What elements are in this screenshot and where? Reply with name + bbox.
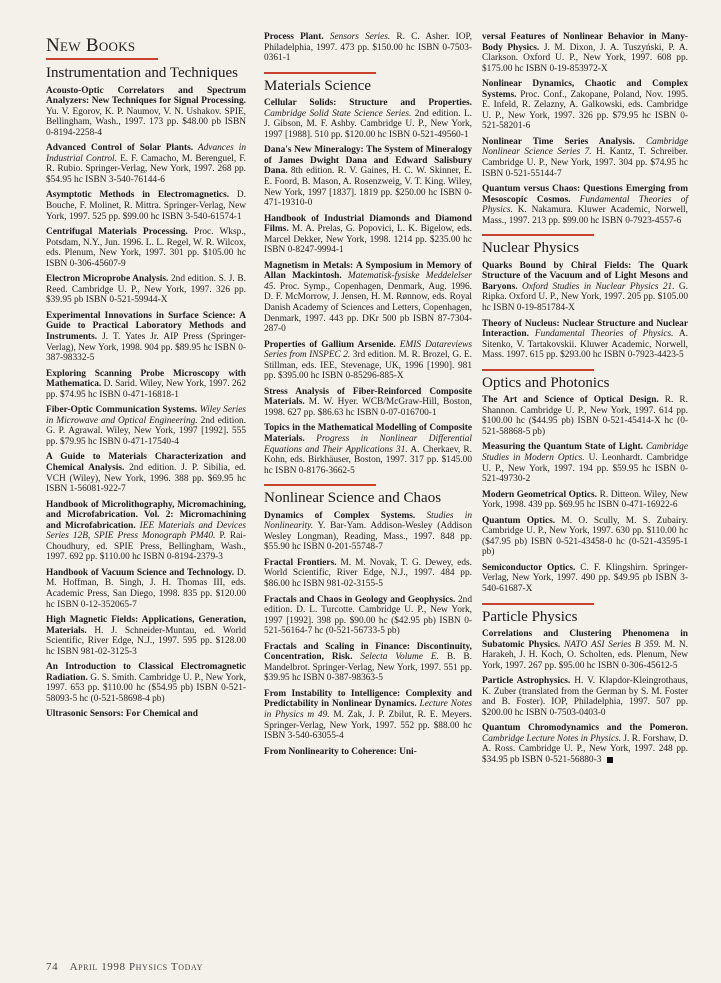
section-list: [264, 72, 472, 758]
book-title: Fiber-Optic Communication Systems.: [46, 405, 198, 416]
series-name: Cambridge Studies in Modern Optics.: [482, 442, 688, 463]
book-details: D. Sarid. Wiley, New York, 1997. 262 pp. $74.95 hc ISBN 0-471-16818-1: [46, 379, 246, 400]
book-title: Asymptotic Methods in Electromagnetics.: [46, 190, 230, 201]
book-details: R. R. Shannon. Cambridge U. P., New York, 1997. 614 pp. $100.00 hc ($44.95 pb) ISBN 0-521-45414-X hc (0-521-58868-5 pb): [482, 395, 688, 437]
page-heading: New Books: [46, 35, 136, 56]
series-name: Matematisk-fysiske Meddelelser 45.: [264, 271, 472, 292]
book-entry: [46, 274, 246, 306]
series-name: Selecta Volume E.: [352, 652, 439, 663]
book-details: A. Sitenko, V. Tartakovskii. Kluwer Academic, Norwell, Mass. 1997. 615 pp. $293.00 hc ISBN 0-7923-4423-5: [482, 329, 688, 361]
book-title: Acousto-Optic Correlators and Spectrum Analyzers: New Techniques for Signal Processing.: [46, 85, 246, 107]
book-entry: [264, 423, 472, 476]
book-details: R. C. Asher. IOP, Philadelphia, 1997. 473 pp. $150.00 hc ISBN 0-7503-0361-1: [264, 32, 472, 64]
book-entry: [264, 32, 472, 64]
book-entry: [482, 723, 688, 765]
entry-list: [264, 32, 472, 64]
series-name: Cambridge Nonlinear Science Series 7.: [482, 136, 688, 158]
book-title: Dana's New Mineralogy: The System of Mineralogy of James Dwight Dana and Edward Salisbury Dana.: [264, 145, 472, 177]
book-details: H. V. Klapdor-Kleingrothaus, K. Zuber (translated from the German by S. M. Foster and B. Foster). IOP, Philadelphia, 1997. 507 pp. $200.00 hc ISBN 0-7503-0403-0: [482, 676, 688, 718]
section-title: Nuclear Physics: [482, 240, 580, 257]
book-details: Proc. Symp., Copenhagen, Denmark, Aug. 1996. D. F. McMorrow, J. Jensen, H. M. Rønnow, eds. Royal Danish Academy of Sciences and Letters, Copenhagen, Denmark, 1997. 443 pp. DKr 500 pb ISBN 87-7304-287-0: [264, 281, 472, 335]
book-details: M. A. Prelas, G. Popovici, L. K. Bigelow, eds. Marcel Dekker, New York, 1998. 1214 pp. $235.00 hc ISBN 0-8247-9994-1: [264, 224, 472, 256]
book-details: U. Leonhardt. Cambridge U. P., New York, 1997. 194 pp. $59.95 hc ISBN 0-521-49730-2: [482, 452, 688, 485]
book-entry: [264, 214, 472, 256]
series-name: Oxford Studies in Nuclear Physics 21.: [517, 281, 675, 292]
series-name: Sensors Series.: [323, 32, 391, 42]
book-entry: [46, 615, 246, 657]
book-entry: [264, 98, 472, 140]
book-entry: [264, 642, 472, 684]
section-title: Nonlinear Science and Chaos: [264, 490, 442, 507]
book-entry: [264, 261, 472, 335]
book-entry: [46, 405, 246, 447]
series-name: IEE Materials and Devices Series 12B, SPIE Press Monograph PM40.: [46, 520, 246, 542]
book-details: P. Rai-Choudhury, ed. SPIE Press, Bellingham, Wash., 1997. 692 pp. $110.00 hc ISBN 0-8194-2379-3: [46, 531, 246, 563]
book-details: M. Zak, J. P. Zbilut, R. E. Meyers. Springer-Verlag, New York, 1997. 552 pp. $88.00 hc ISBN 3-540-63055-4: [264, 709, 472, 742]
book-details: B. B. Mandelbrot. Springer-Verlag, New York, 1997. 551 pp. $39.95 hc ISBN 0-387-98363-5: [264, 652, 472, 684]
book-details: R. Ditteon. Wiley, New York, 1998. 439 pp. $69.95 hc ISBN 0-471-16922-6: [482, 489, 689, 511]
book-title: Quantum versus Chaos: Questions Emerging from Mesoscopic Cosmos.: [482, 184, 688, 205]
book-title: Ultrasonic Sensors: For Chemical and: [46, 709, 198, 720]
book-details: 2nd edition. S. J. B. Reed. Cambridge U. P., New York, 1997. 326 pp. $39.95 pb ISBN 0-521-59944-X: [46, 274, 246, 306]
book-entry: [482, 319, 688, 361]
book-entry: [264, 689, 472, 742]
book-title: Handbook of Vacuum Science and Technology.: [46, 567, 235, 578]
book-title: Advanced Control of Solar Plants.: [46, 143, 194, 154]
book-details: 2nd edition. L. J. Gibson, M. F. Ashby. Cambridge U. P., New York, 1997 [1988]. 510 pp. $120.00 hc ISBN 0-521-49560-1: [264, 108, 472, 140]
page-number: 74: [46, 961, 59, 973]
book-entry: [264, 340, 472, 382]
series-name: Lecture Notes in Physics m 49.: [264, 699, 472, 720]
book-entry: [46, 143, 246, 185]
book-details: M. W. Hyer. WCB/McGraw-Hill, Boston, 1998. 627 pp. $86.63 hc ISBN 0-07-016700-1: [264, 397, 472, 418]
section-rule: [264, 484, 376, 486]
book-details: Y. Bar-Yam. Addison-Wesley (Addison Wesley Longman), Reading, Mass., 1997. 848 pp. $55.90 hc ISBN 0-201-55748-7: [264, 521, 472, 553]
book-entry: [46, 86, 246, 139]
book-entry: [482, 137, 688, 179]
series-name: NATO ASI Series B 359.: [560, 639, 661, 650]
book-entry: [482, 261, 688, 314]
section-list: [482, 234, 688, 765]
book-title: Fractals and Scaling in Finance: Discontinuity, Concentration, Risk.: [264, 641, 472, 663]
book-title: Properties of Gallium Arsenide.: [264, 339, 396, 350]
book-title: versal Features of Nonlinear Behavior in Many-Body Physics.: [482, 32, 688, 53]
book-entry: [46, 500, 246, 563]
book-title: Process Plant.: [264, 32, 324, 42]
book-details: Proc. Wksp., Potsdam, N.Y., Jun. 1996. L. L. Regel, W. R. Wilcox, eds. Plenum, New York, 1997. 301 pp. $105.00 hc ISBN 0-306-45607-9: [46, 227, 246, 269]
end-mark: [607, 757, 613, 763]
book-title: Nonlinear Dynamics, Chaotic and Complex Systems.: [482, 79, 688, 100]
book-entry: [46, 709, 246, 720]
book-entry: [46, 568, 246, 610]
book-entry: [264, 511, 472, 553]
book-title: Quantum Optics.: [482, 515, 556, 526]
book-title: High Magnetic Fields: Applications, Generation, Materials.: [46, 615, 246, 636]
section-title: Particle Physics: [482, 608, 578, 625]
series-name: Studies in Nonlinearity.: [264, 510, 473, 532]
book-entry: [482, 516, 688, 558]
series-name: Advances in Industrial Control.: [46, 143, 246, 164]
book-details: G. S. Smith. Cambridge U. P., New York, 1997. 653 pp. $110.00 hc ($54.95 pb) ISBN 0-521-58093-5 hc (0-521-58698-4 pb): [46, 672, 246, 704]
book-title: Electron Microprobe Analysis.: [46, 274, 169, 285]
page-footer: [46, 961, 203, 973]
book-title: Quarks Bound by Chiral Fields: The Quark Structure of the Vacuum and of Light Mesons and Baryons.: [482, 260, 688, 292]
section-title: Optics and Photonics: [482, 374, 610, 391]
series-name: Progress in Nonlinear Differential Equations and Their Applications 31.: [264, 434, 472, 455]
book-entry: [264, 595, 472, 637]
book-entry: [264, 145, 472, 208]
book-entry: [482, 32, 688, 74]
book-details: Proc. Conf., Zakopane, Poland, Nov. 1995. E. Infeld, R. Zelazny, A. Galkowski, eds. Cambridge U. P., New York, 1997. 326 pp. $79.95 hc ISBN 0-521-58201-6: [482, 89, 688, 132]
book-details: M. N. Harakeh, J. H. Koch, O. Scholten, eds. Plenum, New York, 1997. 267 pp. $95.00 hc ISBN 0-306-45612-5: [482, 639, 689, 671]
issue-date: April 1998: [69, 961, 126, 973]
series-name: Cambridge Solid State Science Series.: [264, 108, 412, 119]
book-title: Handbook of Microlithography, Micromachining, and Microfabrication. Vol. 2: Micromachining and Microfabrication.: [46, 499, 246, 531]
book-entry: [46, 311, 246, 364]
book-title: Experimental Innovations in Surface Science: A Guide to Practical Laboratory Methods and Instruments.: [46, 310, 246, 342]
book-entry: [482, 676, 688, 718]
book-entry: [482, 563, 688, 595]
book-title: Cellular Solids: Structure and Properties.: [264, 98, 472, 109]
book-details: C. F. Klingshirn. Springer-Verlag, New York, 1997. 490 pp. $49.95 pb ISBN 3-540-61687-X: [482, 562, 688, 594]
column-2: [264, 32, 472, 762]
book-title: The Art and Science of Optical Design.: [482, 395, 659, 406]
book-entry: [46, 190, 246, 222]
book-entry: [46, 662, 246, 704]
book-details: D. Bouche, F. Molinet, R. Mittra. Springer-Verlag, New York, 1997. 525 pp. $99.00 hc ISBN 3-540-61574-1: [46, 190, 247, 222]
book-title: Measuring the Quantum State of Light.: [482, 442, 643, 453]
section-rule: [482, 369, 594, 371]
section-rule: [482, 603, 594, 605]
book-title: From Instability to Intelligence: Complexity and Predictability in Nonlinear Dynamics.: [264, 688, 472, 710]
book-entry: [264, 747, 472, 758]
book-title: An Introduction to Classical Electromagnetic Radiation.: [46, 662, 246, 683]
book-details: G. Ripka. Oxford U. P., New York, 1997. 205 pp. $105.00 hc ISBN 0-19-851784-X: [482, 281, 688, 313]
series-name: Fundamental Theories of Physics.: [528, 329, 674, 340]
heading-rule: [46, 58, 158, 60]
book-entry: [46, 369, 246, 401]
series-name: Wiley Series in Microwave and Optical Engineering.: [46, 405, 246, 426]
book-details: 2nd edition. D. L. Turcotte. Cambridge U. P., New York, 1997 [1992]. 398 pp. $90.00 hc ($42.95 pb) ISBN 0-521-56164-7 hc (0-521-56733-5 pb): [264, 594, 472, 637]
section-rule: [482, 234, 594, 236]
book-entry: [482, 490, 688, 511]
book-details: 8th edition. R. V. Gaines, H. C. W. Skinner, E. E. Foord, B. Mason, A. Rosenzweig, V. T. King. Wiley, New York, 1997 [1837]. 1819 pp. $250.00 hc ISBN 0-471-19310-0: [264, 166, 472, 209]
book-details: A. Cherkaev, R. Kohn, eds. Birkhäuser, Boston, 1997. 317 pp. $145.00 hc ISBN 0-8176-3662-5: [264, 444, 472, 476]
book-title: Theory of Nucleus: Nuclear Structure and Nuclear Interaction.: [482, 318, 688, 340]
book-details: Yu. V. Egorov, K. P. Naumov, V. N. Ushakov. SPIE, Bellingham, Wash., 1997. 173 pp. $48.00 pb ISBN 0-8194-2258-4: [46, 106, 246, 138]
book-details: D. M. Hoffman, B. Singh, J. H. Thomas III, eds. Academic Press, San Diego, 1998. 835 pp. $120.00 hc ISBN 0-12-352065-7: [46, 567, 247, 610]
book-entry: [482, 442, 688, 484]
book-details: E. F. Camacho, M. Berenguel, F. R. Rubio. Springer-Verlag, New York, 1997. 268 pp. $54.95 hc ISBN 3-540-76144-6: [46, 153, 247, 185]
book-entry: [482, 395, 688, 437]
section-title: Materials Science: [264, 77, 372, 94]
book-entry: [482, 629, 688, 671]
book-details: J. R. Forshaw, D. A. Ross. Cambridge U. P., New York, 1997. 248 pp. $34.95 pb ISBN 0-521-56880-3: [482, 733, 688, 766]
book-title: Topics in the Mathematical Modelling of Composite Materials.: [264, 423, 472, 444]
column-1: [46, 32, 246, 725]
book-details: H. Kantz, T. Schreiber. Cambridge U. P., New York, 1997. 304 pp. $74.95 hc ISBN 0-521-55144-7: [482, 147, 688, 179]
book-details: M. M. Novak, T. G. Dewey, eds. World Scientific, River Edge, N.J., 1997. 484 pp. $86.00 hc ISBN 981-02-3155-5: [264, 557, 472, 589]
book-title: Magnetism in Metals: A Symposium in Memory of Allan Mackintosh.: [264, 260, 472, 282]
book-details: 2nd edition. G. P. Agrawal. Wiley, New York, 1997 [1992]. 555 pp. $79.95 hc ISBN 0-471-17540-4: [46, 415, 246, 447]
book-details: K. Nakamura. Kluwer Academic, Norwell, Mass., 1997. 213 pp. $99.00 hc ISBN 0-7923-4557-6: [482, 205, 688, 226]
book-title: Handbook of Industrial Diamonds and Diamond Films.: [264, 213, 472, 235]
book-title: Dynamics of Complex Systems.: [264, 510, 416, 521]
section-rule: [264, 72, 376, 74]
entry-list: [46, 86, 246, 721]
book-entry: [482, 79, 688, 132]
book-title: Correlations and Clustering Phenomena in Subatomic Physics.: [482, 629, 688, 650]
magazine-name: Physics Today: [128, 961, 203, 973]
column-3: [482, 32, 688, 771]
book-entry: [482, 184, 688, 226]
series-name: Fundamental Theories of Physics.: [482, 194, 688, 216]
book-title: Fractals and Chaos in Geology and Geophysics.: [264, 594, 456, 605]
book-title: Exploring Scanning Probe Microscopy with Mathematica.: [46, 368, 246, 390]
book-entry: [264, 558, 472, 590]
book-entry: [46, 452, 246, 494]
book-details: 3rd edition. M. R. Brozel, G. E. Stillman, eds. IEE, Stevenage, UK, 1996 [1990]. 981 pp. $395.00 hc ISBN 0-85296-885-X: [264, 350, 472, 382]
series-name: EMIS Datareviews Series from INSPEC 2.: [264, 339, 472, 361]
book-title: Quantum Chromodynamics and the Pomeron.: [482, 723, 688, 734]
book-title: Stress Analysis of Fiber-Reinforced Composite Materials.: [264, 386, 472, 408]
book-title: A Guide to Materials Characterization and Chemical Analysis.: [46, 452, 246, 473]
section-title: Instrumentation and Techniques: [46, 65, 238, 81]
book-title: From Nonlinearity to Coherence: Uni-: [264, 746, 417, 757]
book-title: Particle Astrophysics.: [482, 676, 571, 687]
book-details: J. T. Yates Jr. AIP Press (Springer-Verlag), New York, 1998. 904 pp. $89.95 hc ISBN 0-387-98332-5: [46, 331, 246, 364]
book-title: Centrifugal Materials Processing.: [46, 227, 188, 238]
series-name: Cambridge Lecture Notes in Physics.: [482, 733, 622, 744]
book-entry: [46, 227, 246, 269]
book-title: Semiconductor Optics.: [482, 562, 576, 573]
book-details: M. O. Scully, M. S. Zubairy. Cambridge U. P., New York, 1997. 630 pp. $110.00 hc ($47.95 pb) ISBN 0-521-43458-0 hc (0-521-43595-1 pb): [482, 515, 688, 558]
book-details: H. J. Schneider-Muntau, ed. World Scientific, River Edge, N.J., 1997. 595 pp. $128.00 hc ISBN 981-02-3125-3: [46, 625, 246, 657]
book-title: Fractal Frontiers.: [264, 557, 337, 568]
book-title: Modern Geometrical Optics.: [482, 489, 597, 500]
book-title: Nonlinear Time Series Analysis.: [482, 136, 635, 147]
book-details: J. M. Dixon, J. A. Tuszyński, P. A. Clarkson. Oxford U. P., New York, 1997. 608 pp. $175.00 hc ISBN 0-19-853972-X: [482, 42, 688, 74]
book-details: 2nd edition. J. P. Sibilia, ed. VCH (Wiley), New York, 1996. 388 pp. $69.95 hc ISBN 1-56081-922-7: [46, 463, 246, 495]
book-entry: [264, 387, 472, 419]
entry-list: [482, 32, 688, 226]
